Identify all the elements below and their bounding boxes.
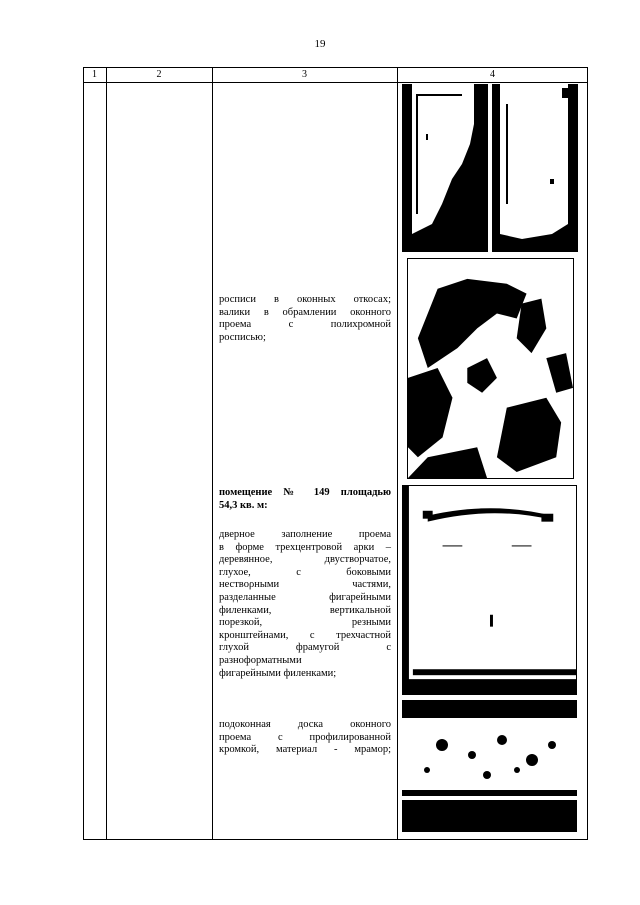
- text-line: проема с профилированной: [219, 731, 391, 743]
- text-line: порезкой, резными: [219, 617, 391, 629]
- text-line: фигарейными филенками;: [219, 667, 337, 679]
- column-header-1: 1: [92, 69, 97, 80]
- text-line: проема с полихромной: [219, 319, 391, 331]
- text-line: дверное заполнение проема: [219, 529, 391, 540]
- text-line: кронштейнами, с трехчастной: [219, 629, 391, 641]
- column-header-2: 2: [156, 69, 162, 80]
- column-divider: [212, 67, 213, 840]
- photo-window-reveal-painting: [407, 258, 574, 479]
- photo-marble-windowsill: [402, 700, 577, 832]
- text-line: росписью;: [219, 331, 266, 343]
- header-divider: [83, 82, 588, 83]
- column-divider: [106, 67, 107, 840]
- text-line: подоконная доска оконного: [219, 719, 391, 730]
- text-line: нествορными частями,: [219, 579, 391, 591]
- text-line: разноформатными: [219, 654, 302, 666]
- description-window-painting: [219, 294, 391, 344]
- text-line: валики в обрамлении оконного: [219, 306, 391, 318]
- column-divider: [397, 67, 398, 840]
- photo-window-left: [402, 84, 488, 252]
- text-line: росписи в оконных откосах;: [219, 294, 391, 305]
- page-number: 19: [314, 38, 326, 50]
- column-header-3: 3: [302, 69, 307, 80]
- room-heading: [219, 487, 391, 512]
- description-windowsill: [219, 719, 391, 757]
- heading-line: помещение № 149 площадью: [219, 487, 391, 498]
- text-line: в форме трехцентровой арки –: [219, 541, 391, 553]
- text-line: деревянное, двустворчатое,: [219, 554, 391, 566]
- description-door: [219, 529, 391, 680]
- text-line: глухое, с боковыми: [219, 566, 391, 578]
- photo-window-right: [492, 84, 578, 252]
- text-line: глухой фрамугой с: [219, 642, 391, 654]
- text-line: разделанные фигарейными: [219, 591, 391, 603]
- photo-door-arch: [402, 485, 577, 695]
- text-line: кромкой, материал - мрамор;: [219, 744, 391, 756]
- column-header-4: 4: [490, 69, 495, 80]
- heading-line: 54,3 кв. м:: [219, 499, 268, 511]
- text-line: филенками, вертикальной: [219, 604, 391, 616]
